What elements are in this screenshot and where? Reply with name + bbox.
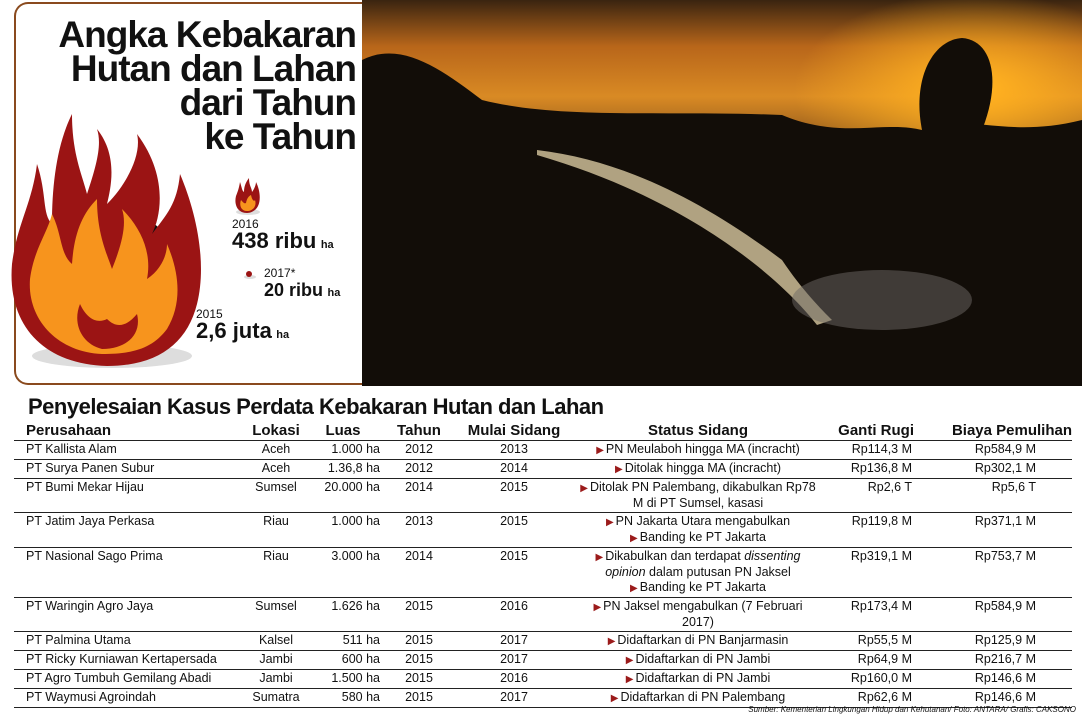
cell-company: PT Ricky Kurniawan Kertapersada [26,652,217,666]
status-text: dalam putusan PN Jaksel [645,565,791,579]
table-row [14,651,1072,670]
cell-area: 20.000 ha [324,480,380,494]
status-text: Didaftarkan di PN Jambi [635,652,771,666]
cell-status [580,514,816,546]
cell-status [580,599,816,630]
cell-trial-start: 2017 [500,633,528,647]
header-compensation: Ganti Rugi [838,422,914,439]
source-credit: Sumber: Kementerian Lingkungan Hidup dan Kehutanan/ Foto: ANTARA/ Grafis: CAKSONO [748,705,1076,714]
cell-status [580,549,816,596]
triangle-bullet-icon: ▶ [614,464,623,475]
cell-company: PT Nasional Sago Prima [26,549,163,563]
cell-location: Kalsel [258,633,294,647]
header-location: Lokasi [252,422,300,439]
cell-status [580,652,816,668]
table-row [14,598,1072,632]
cell-trial-start: 2017 [500,652,528,666]
cell-year: 2014 [405,549,433,563]
table-row [14,513,1072,548]
stat-unit: ha [276,329,290,341]
cell-company: PT Agro Tumbuh Gemilang Abadi [26,671,212,685]
cell-compensation: Rp2,6 T [867,480,912,494]
cell-year: 2015 [405,671,433,685]
stat-unit: ha [320,239,334,251]
title-line: ke Tahun [204,116,356,157]
cell-location: Sumsel [255,480,297,494]
triangle-bullet-icon: ▶ [630,533,638,544]
cell-status [580,633,816,649]
cell-area: 580 ha [341,690,380,704]
stat-year: 2017* [264,266,296,280]
stat-2016 [232,218,334,253]
table-row [14,479,1072,513]
table-row [14,441,1072,460]
cell-location: Riau [263,514,289,528]
table-header [14,423,1072,441]
table-row [14,632,1072,651]
cell-year: 2012 [405,461,433,475]
header-company: Perusahaan [26,422,112,439]
status-text: PN Jakarta Utara mengabulkan [615,514,791,528]
cell-trial-start: 2017 [500,690,528,704]
cell-area: 1.000 ha [331,514,380,528]
stat-unit: ha [327,287,341,299]
triangle-bullet-icon: ▶ [580,483,588,494]
status-item [580,599,816,630]
cell-company: PT Waymusi Agroindah [26,690,156,704]
status-text: Ditolak hingga MA (incracht) [624,461,782,475]
status-item [580,514,816,530]
cell-restoration: Rp5,6 T [991,480,1036,494]
cell-status [580,461,816,477]
cell-location: Aceh [261,461,291,475]
table-row [14,670,1072,689]
cases-table [14,423,1072,708]
cell-compensation: Rp55,5 M [857,633,912,647]
table-title: Penyelesaian Kasus Perdata Kebakaran Hutan dan Lahan [28,394,604,419]
stat-year: 2015 [196,307,223,321]
header-restoration: Biaya Pemulihan [951,422,1072,439]
triangle-bullet-icon: ▶ [625,674,634,685]
status-text: Didaftarkan di PN Palembang [620,690,786,704]
cell-company: PT Bumi Mekar Hijau [26,480,144,494]
title-line: Hutan dan Lahan [70,48,356,89]
cell-restoration: Rp584,9 M [974,599,1036,613]
cell-compensation: Rp160,0 M [850,671,912,685]
status-item [580,652,816,668]
stat-2015 [196,308,289,343]
cell-restoration: Rp146,6 M [974,671,1036,685]
cell-status [580,671,816,687]
status-item [580,480,816,511]
cell-trial-start: 2015 [500,549,528,563]
cell-compensation: Rp319,1 M [850,549,912,563]
stat-value: 20 ribu [264,280,324,300]
table-row [14,460,1072,479]
header-year: Tahun [397,422,441,439]
status-text: PN Jaksel mengabulkan (7 Februari 2017) [603,599,803,629]
cell-location: Jambi [259,671,293,685]
status-text: Banding ke PT Jakarta [639,580,766,594]
cell-compensation: Rp64,9 M [857,652,912,666]
cell-compensation: Rp62,6 M [857,690,912,704]
status-text: Banding ke PT Jakarta [639,530,766,544]
status-item [580,580,816,596]
tiny-flame-icon [243,269,257,279]
cell-trial-start: 2015 [500,480,528,494]
status-text: Didaftarkan di PN Banjarmasin [617,633,789,647]
table-row [14,548,1072,598]
cell-year: 2015 [405,599,433,613]
status-text: Dikabulkan dan terdapat [605,549,745,563]
header-status: Status Sidang [647,422,748,439]
cell-area: 1.626 ha [331,599,380,613]
cell-restoration: Rp753,7 M [974,549,1036,563]
cell-year: 2015 [405,690,433,704]
triangle-bullet-icon: ▶ [610,693,619,704]
cell-year: 2015 [405,633,433,647]
cell-location: Riau [263,549,289,563]
cell-area: 1.36,8 ha [327,461,380,475]
cell-restoration: Rp146,6 M [974,690,1036,704]
cell-trial-start: 2013 [500,442,528,456]
cell-year: 2013 [405,514,433,528]
triangle-bullet-icon: ▶ [596,445,604,456]
title-line: Angka Kebakaran [58,14,356,55]
triangle-bullet-icon: ▶ [630,583,638,594]
cell-location: Sumsel [255,599,297,613]
cell-area: 1.000 ha [331,442,380,456]
cell-compensation: Rp136,8 M [850,461,912,475]
infographic-panel [14,2,364,385]
cell-restoration: Rp584,9 M [974,442,1036,456]
status-item [580,690,816,706]
title-line: dari Tahun [179,82,356,123]
cell-restoration: Rp302,1 M [974,461,1036,475]
cell-area: 600 ha [341,652,380,666]
header-trial-start: Mulai Sidang [467,422,561,439]
cell-trial-start: 2014 [500,461,528,475]
cell-status [580,480,816,511]
triangle-bullet-icon: ▶ [593,602,602,613]
cell-status [580,442,816,458]
cell-location: Aceh [261,442,291,456]
cell-company: PT Jatim Jaya Perkasa [26,514,155,528]
cell-trial-start: 2015 [500,514,528,528]
small-flame-icon [232,176,262,216]
cell-compensation: Rp119,8 M [851,514,912,528]
cell-year: 2015 [405,652,433,666]
cell-compensation: Rp114,3 M [851,442,912,456]
stat-year: 2016 [232,217,259,231]
cell-trial-start: 2016 [500,671,528,685]
cell-company: PT Palmina Utama [26,633,131,647]
status-item [580,461,816,477]
cell-restoration: Rp125,9 M [974,633,1036,647]
cell-area: 511 ha [342,633,380,647]
cell-company: PT Kallista Alam [26,442,117,456]
triangle-bullet-icon: ▶ [607,636,616,647]
cell-restoration: Rp371,1 M [974,514,1036,528]
status-text: Ditolak PN Palembang, dikabulkan Rp78 M di PT Sumsel, kasasi [589,480,816,510]
cell-location: Sumatra [252,690,300,704]
status-item [580,549,816,580]
cell-area: 3.000 ha [331,549,380,563]
cell-year: 2012 [405,442,433,456]
stat-value: 438 ribu [232,228,317,253]
status-item [580,442,816,458]
cell-restoration: Rp216,7 M [974,652,1036,666]
status-text: PN Meulaboh hingga MA (incracht) [605,442,800,456]
cell-area: 1.500 ha [331,671,380,685]
triangle-bullet-icon: ▶ [625,655,634,666]
cell-year: 2014 [405,480,433,494]
cell-compensation: Rp173,4 M [850,599,912,613]
status-item [580,671,816,687]
stat-2017 [264,267,340,301]
status-item [580,530,816,546]
stat-value: 2,6 juta [196,318,272,343]
status-item [580,633,816,649]
status-text: Didaftarkan di PN Jambi [635,671,771,685]
cell-trial-start: 2016 [500,599,528,613]
cell-company: PT Surya Panen Subur [26,461,155,475]
header-area: Luas [325,422,361,439]
forest-fire-photo [362,0,1082,386]
triangle-bullet-icon: ▶ [605,517,614,528]
infographic-title [58,14,356,157]
triangle-bullet-icon: ▶ [595,552,604,563]
cell-company: PT Waringin Agro Jaya [26,599,154,613]
cell-status [580,690,816,706]
status-text: dissenting opinion [605,549,801,579]
cell-location: Jambi [259,652,293,666]
